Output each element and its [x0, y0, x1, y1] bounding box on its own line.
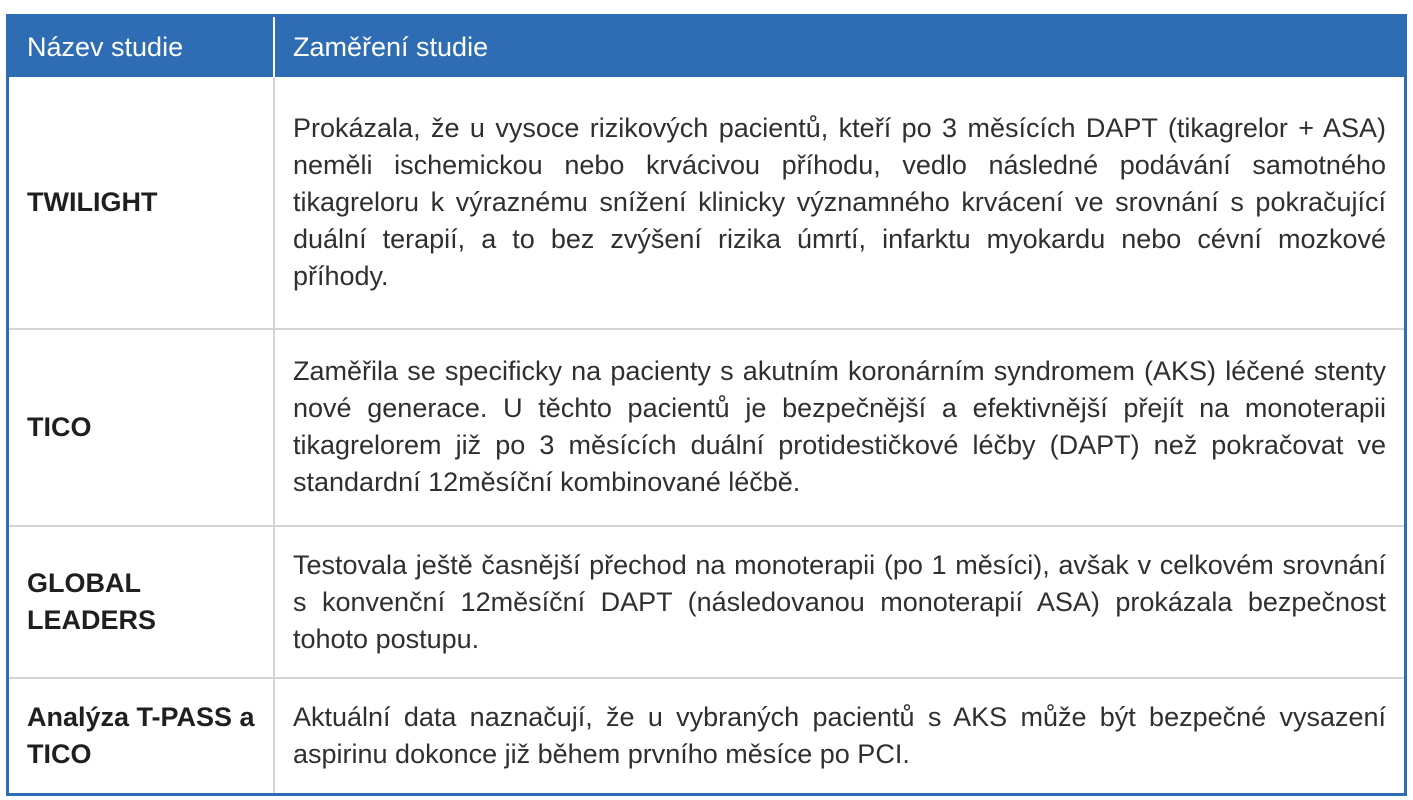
- header-row: [9, 17, 1404, 77]
- studies-table: [9, 17, 1404, 793]
- study-name-cell: GLOBAL LEADERS: [9, 526, 274, 679]
- study-name-cell: TICO: [9, 329, 274, 526]
- study-name-cell: Analýza T-PASS a TICO: [9, 678, 274, 793]
- table-header: [9, 17, 1404, 77]
- studies-table-frame: [6, 14, 1407, 796]
- table-row: [9, 526, 1404, 679]
- table-row: [9, 329, 1404, 526]
- study-name-cell: TWILIGHT: [27, 187, 158, 218]
- header-study-focus: Zaměření studie: [274, 17, 1404, 77]
- header-study-name: Název studie: [9, 17, 274, 77]
- table-row: [9, 678, 1404, 793]
- study-focus-cell: Testovala ještě časnější přechod na monoterapii (po 1 měsíci), avšak v celkovém srovnání s konvenční 12měsíční DAPT (následovanou monoterapií ASA) prokázala bezpečnost tohoto postupu.: [274, 526, 1404, 679]
- study-focus-cell: Zaměřila se specificky na pacienty s akutním koronárním syndromem (AKS) léčené stenty nové generace. U těchto pacientů je bezpečnější a efektivnější přejít na monoterapii tikagrelorem již po 3 měsících duální protidestičkové léčby (DAPT) než pokračovat ve standardní 12měsíční kombinované léčbě.: [274, 329, 1404, 526]
- study-focus-cell: Aktuální data naznačují, že u vybraných pacientů s AKS může být bezpečné vysazení aspirinu dokonce již během prvního měsíce po PCI.: [274, 678, 1404, 793]
- study-focus-cell: Prokázala, že u vysoce rizikových pacientů, kteří po 3 měsících DAPT (tikagrelor + ASA) neměli ischemickou nebo krvácivou příhodu, vedlo následné podávání samotného tikagreloru k výraznému snížení klinicky významného krvácení ve srovnání s pokračující duální terapií, a to bez zvýšení rizika úmrtí, infarktu myokardu nebo cévní mozkové příhody.: [274, 77, 1404, 329]
- table-body: [9, 77, 1404, 793]
- table-row: [9, 77, 1404, 329]
